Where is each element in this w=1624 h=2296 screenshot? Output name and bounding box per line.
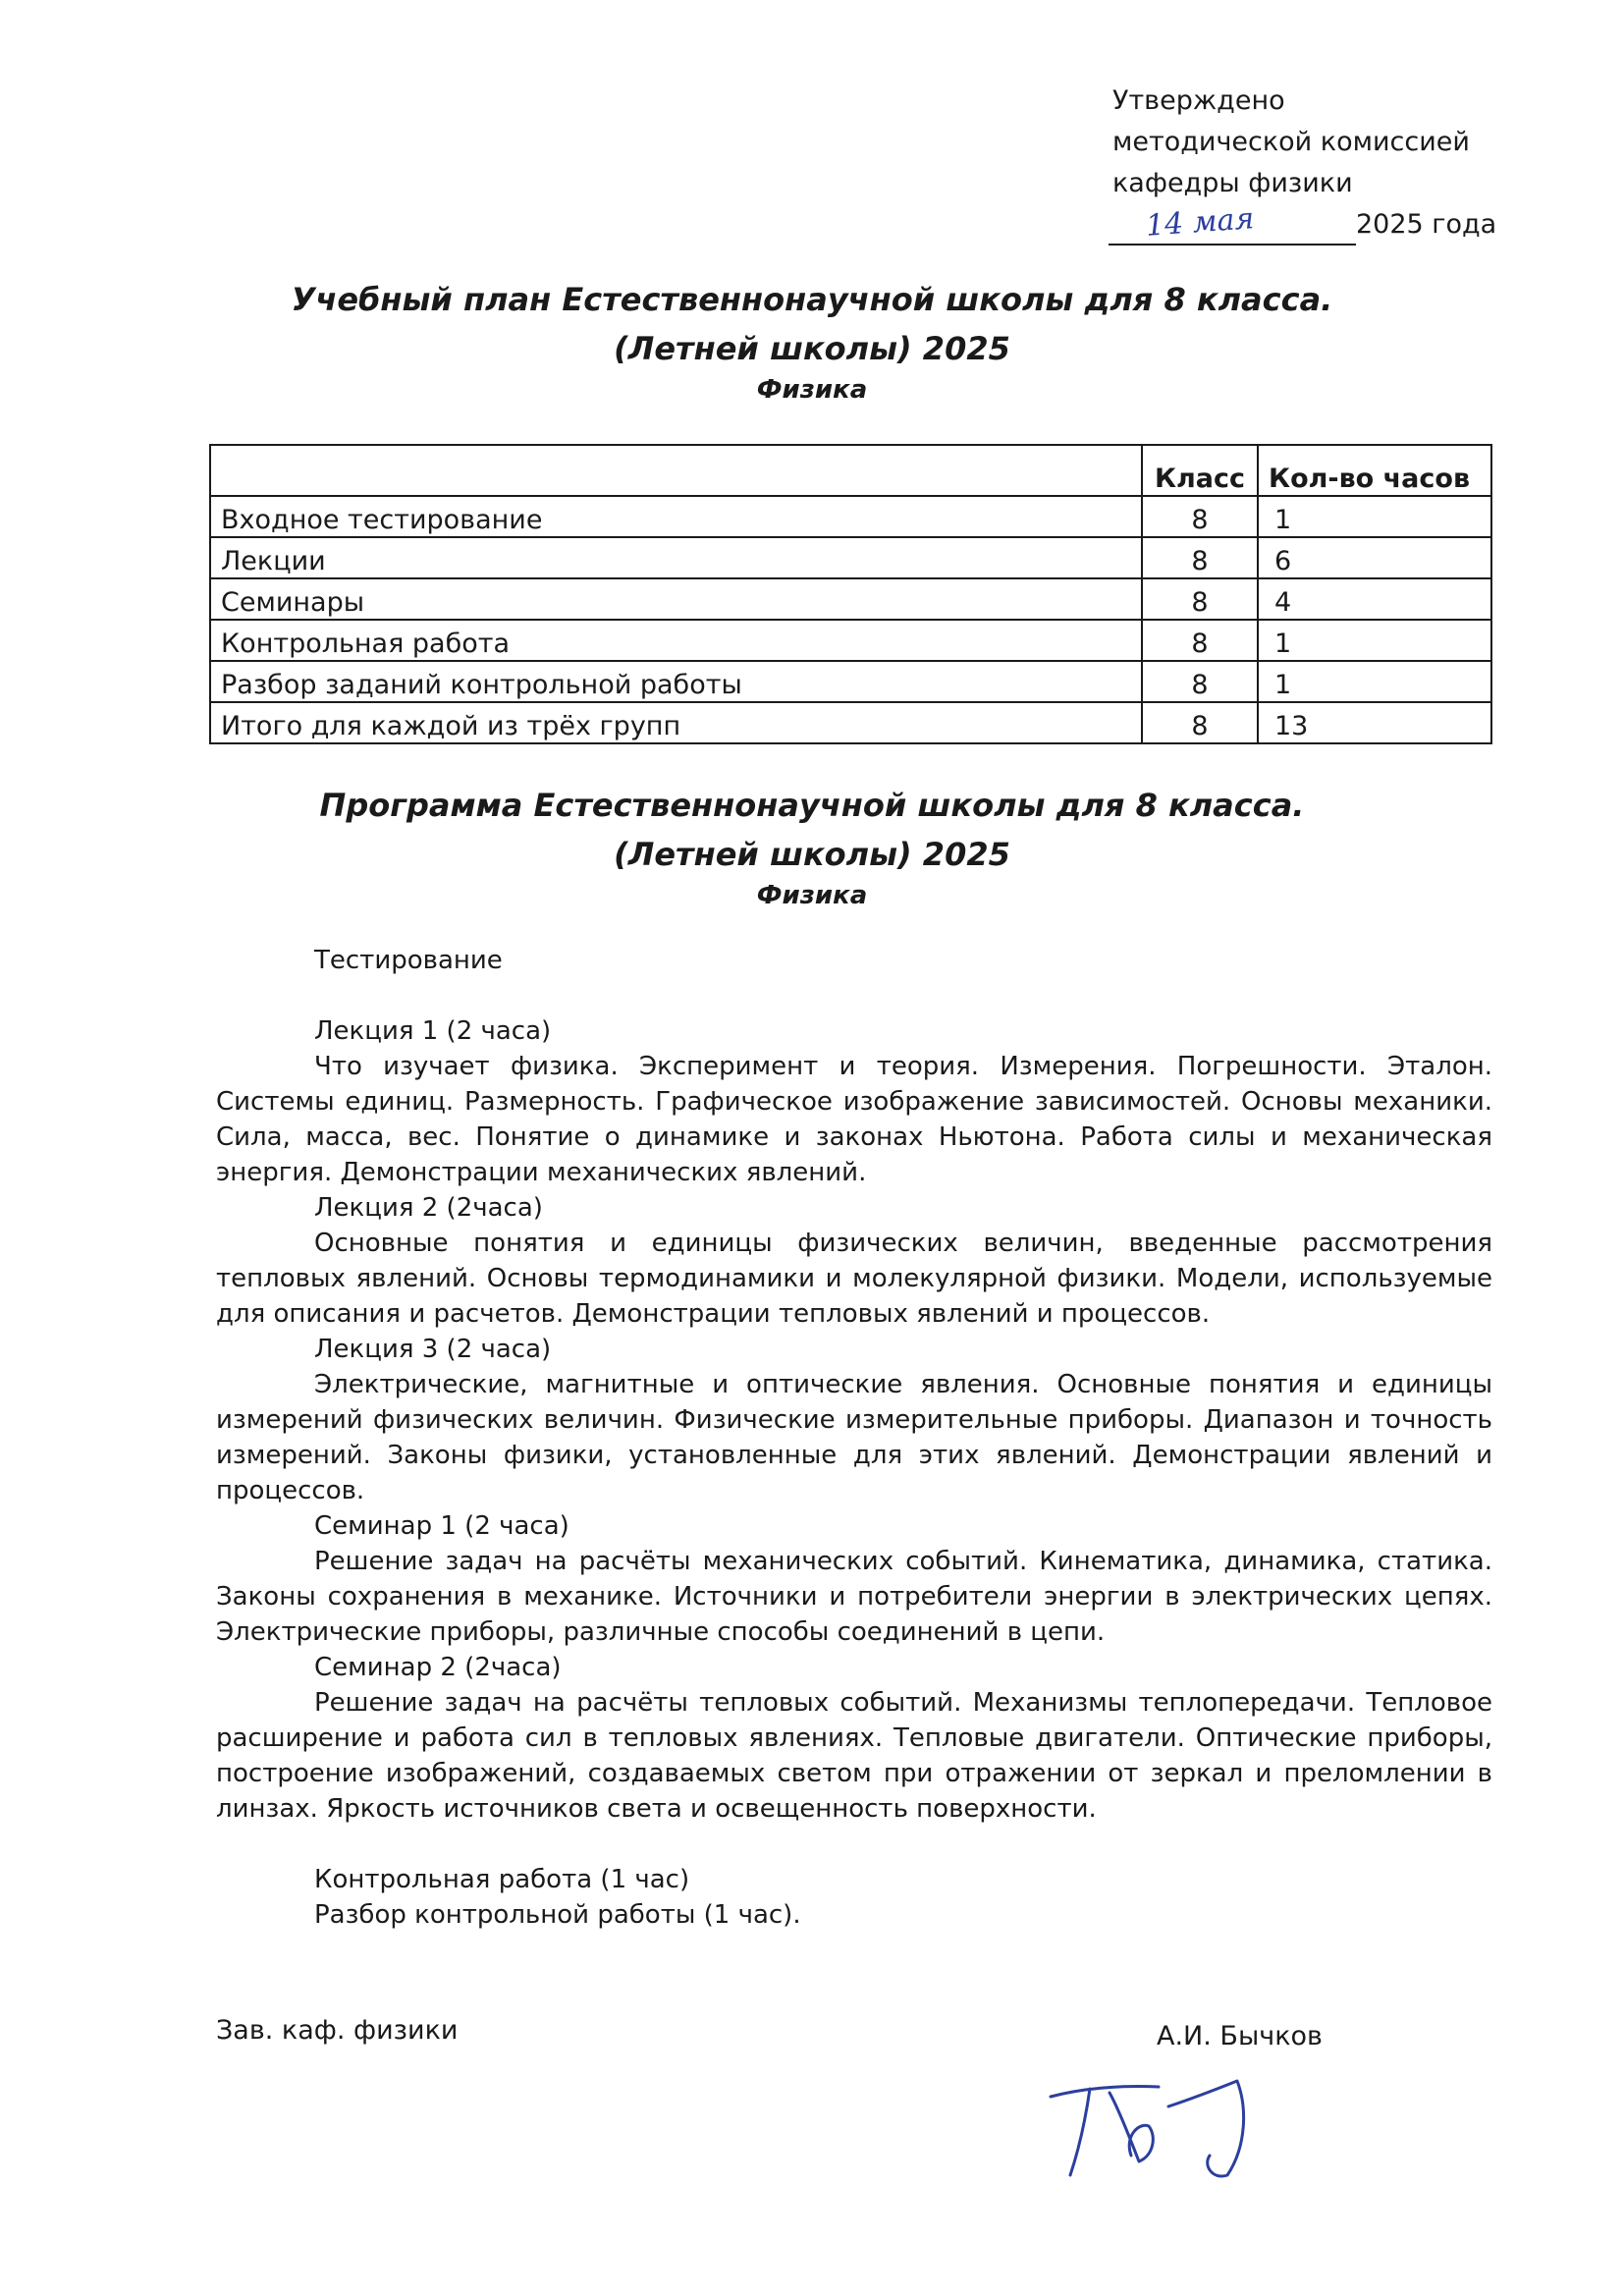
- spacer: [216, 978, 1492, 1013]
- row-class: 8: [1142, 496, 1258, 537]
- testing-label: Тестирование: [314, 946, 503, 975]
- signer-name: А.И. Бычков: [1157, 2021, 1323, 2051]
- lecture-3-title: Лекция 3 (2 часа): [314, 1335, 552, 1364]
- table-row: [210, 620, 1491, 661]
- lecture-2-text: Основные понятия и единицы физических величин, введенные рассмотрения тепловых явлений. Основы термодинамики и молекулярной физики. Модели, используемые для описания и расчетов. Демонстрации тепловых явлений и процессов.: [216, 1229, 1492, 1329]
- program-body: [216, 943, 1492, 1933]
- header-class: Класс: [1142, 445, 1258, 496]
- approval-line-3: кафедры физики: [1112, 168, 1353, 198]
- approval-line-1: Утверждено: [1112, 85, 1285, 116]
- row-class: 8: [1142, 578, 1258, 620]
- row-class: 8: [1142, 702, 1258, 743]
- test-work-label: Контрольная работа (1 час): [314, 1865, 690, 1894]
- handwritten-signature: [1041, 2067, 1296, 2185]
- date-blank: [1109, 201, 1356, 246]
- row-class: 8: [1142, 620, 1258, 661]
- table-header-row: [210, 445, 1491, 496]
- approval-date-line: [1109, 201, 1497, 246]
- row-hours: 1: [1258, 661, 1491, 702]
- table-row: [210, 661, 1491, 702]
- handwritten-date: 14 мая: [1144, 201, 1256, 244]
- header-empty: [210, 445, 1142, 496]
- row-hours: 1: [1258, 620, 1491, 661]
- row-name: Входное тестирование: [210, 496, 1142, 537]
- row-name: Семинары: [210, 578, 1142, 620]
- table-row: [210, 578, 1491, 620]
- row-hours: 4: [1258, 578, 1491, 620]
- plan-heading: [0, 275, 1624, 407]
- signer-position: Зав. каф. физики: [216, 2015, 459, 2046]
- row-name: Контрольная работа: [210, 620, 1142, 661]
- lecture-2-title: Лекция 2 (2часа): [314, 1193, 543, 1223]
- header-hours: Кол-во часов: [1258, 445, 1491, 496]
- seminar-1-title: Семинар 1 (2 часа): [314, 1511, 569, 1541]
- row-name: Лекции: [210, 537, 1142, 578]
- row-hours: 6: [1258, 537, 1491, 578]
- lecture-1-text: Что изучает физика. Эксперимент и теория. Измерения. Погрешности. Эталон. Системы единиц. Размерность. Графическое изображение зависимостей. Основы механики. Сила, масса, вес. Понятие о динамике и законах Ньютона. Работа силы и механическая энергия. Демонстрации механических явлений.: [216, 1052, 1492, 1187]
- approval-line-2: методической комиссией: [1112, 127, 1470, 157]
- lecture-3-text: Электрические, магнитные и оптические явления. Основные понятия и единицы измерений физических величин. Физические измерительные приборы. Диапазон и точность измерений. Законы физики, установленные для этих явлений. Демонстрации явлений и процессов.: [216, 1370, 1492, 1505]
- row-hours: 1: [1258, 496, 1491, 537]
- table-row: [210, 496, 1491, 537]
- plan-title-1: Учебный план Естественнонаучной школы для 8 класса.: [291, 281, 1333, 318]
- plan-table: [209, 444, 1492, 744]
- program-title-2: (Летней школы) 2025: [614, 836, 1010, 873]
- spacer: [216, 1827, 1492, 1862]
- program-subject: Физика: [756, 881, 868, 910]
- approval-stamp: [1112, 81, 1496, 246]
- row-class: 8: [1142, 661, 1258, 702]
- seminar-2-title: Семинар 2 (2часа): [314, 1653, 562, 1682]
- plan-title-2: (Летней школы) 2025: [614, 330, 1010, 367]
- program-title-1: Программа Естественнонаучной школы для 8 класса.: [319, 787, 1305, 824]
- row-class: 8: [1142, 537, 1258, 578]
- row-name: Итого для каждой из трёх групп: [210, 702, 1142, 743]
- lecture-1-title: Лекция 1 (2 часа): [314, 1016, 552, 1046]
- table-row: [210, 702, 1491, 743]
- seminar-2-text: Решение задач на расчёты тепловых событий. Механизмы теплопередачи. Тепловое расширение и работа сил в тепловых явлениях. Тепловые двигатели. Оптические приборы, построение изображений, создаваемых светом при отражении от зеркал и преломлении в линзах. Яркость источников света и освещенность поверхности.: [216, 1688, 1492, 1824]
- test-review-label: Разбор контрольной работы (1 час).: [314, 1900, 801, 1930]
- seminar-1-text: Решение задач на расчёты механических событий. Кинематика, динамика, статика. Законы сохранения в механике. Источники и потребители энергии в электрических цепях. Электрические приборы, различные способы соединений в цепи.: [216, 1547, 1492, 1647]
- row-hours: 13: [1258, 702, 1491, 743]
- program-heading: [0, 781, 1624, 912]
- row-name: Разбор заданий контрольной работы: [210, 661, 1142, 702]
- plan-subject: Физика: [756, 375, 868, 405]
- table-row: [210, 537, 1491, 578]
- approval-year: 2025 года: [1356, 209, 1497, 240]
